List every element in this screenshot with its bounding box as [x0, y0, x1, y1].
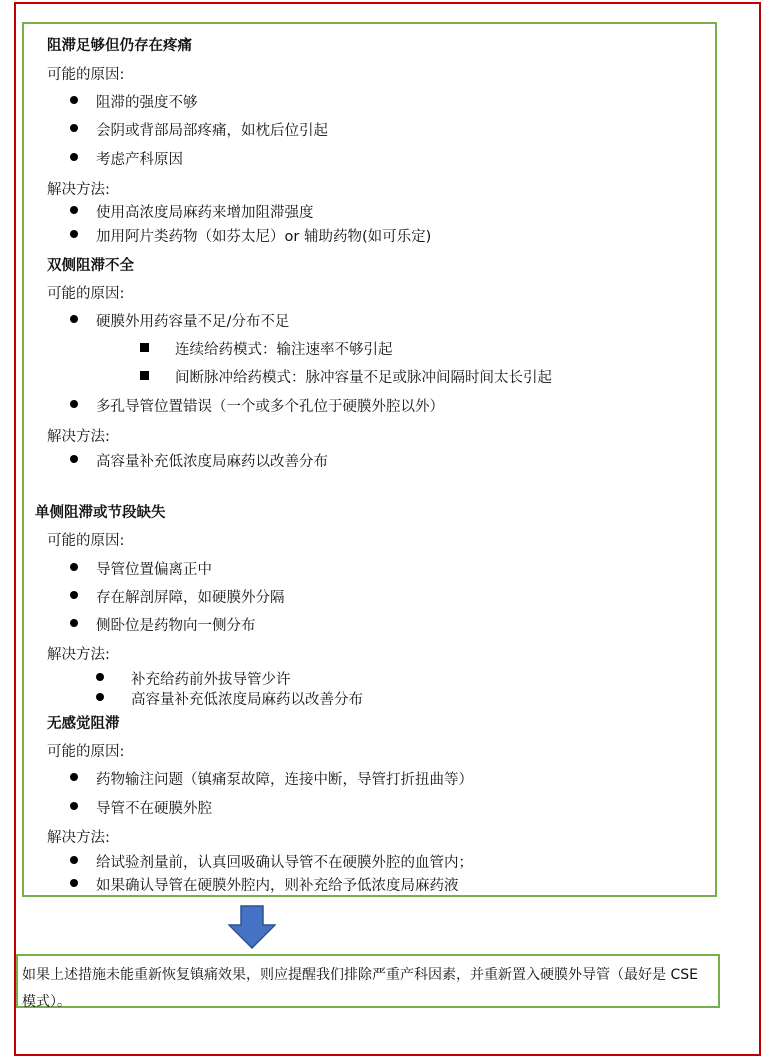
bullet-icon — [70, 591, 78, 599]
bullet-icon — [70, 455, 78, 463]
bullet-icon — [70, 315, 78, 323]
bullet-icon — [96, 673, 104, 681]
bullet-icon — [70, 96, 78, 104]
conclusion-box — [16, 954, 720, 1008]
cause-item: 多孔导管位置错误（一个或多个孔位于硬膜外腔以外） — [96, 399, 444, 415]
bullet-icon — [70, 206, 78, 214]
square-bullet-icon — [140, 371, 149, 380]
solution-item: 给试验剂量前，认真回吸确认导管不在硬膜外腔的血管内； — [96, 855, 473, 871]
sub-cause-item: 连续给药模式：输注速率不够引起 — [175, 342, 393, 358]
solution-item: 补充给药前外拔导管少许 — [131, 672, 291, 688]
bullet-icon — [96, 693, 104, 701]
cause-item: 存在解剖屏障，如硬膜外分隔 — [96, 590, 285, 606]
solutions-label: 解决方法: — [47, 429, 110, 445]
solution-item: 加用阿片类药物（如芬太尼）or 辅助药物(如可乐定) — [96, 229, 432, 245]
square-bullet-icon — [140, 343, 149, 352]
bullet-icon — [70, 153, 78, 161]
cause-item: 导管不在硬膜外腔 — [96, 801, 212, 817]
section-title: 阻滞足够但仍存在疼痛 — [47, 38, 192, 54]
conclusion-text: 如果上述措施未能重新恢复镇痛效果，则应提醒我们排除严重产科因素，并重新置入硬膜外导管（最好是 CSE 模式）。 — [22, 967, 698, 1010]
sub-cause-item: 间断脉冲给药模式：脉冲容量不足或脉冲间隔时间太长引起 — [175, 370, 552, 386]
bullet-icon — [70, 619, 78, 627]
cause-item: 会阴或背部局部疼痛，如枕后位引起 — [96, 123, 328, 139]
section-title: 无感觉阻滞 — [47, 716, 120, 732]
bullet-icon — [70, 879, 78, 887]
solution-item: 高容量补充低浓度局麻药以改善分布 — [131, 692, 363, 708]
causes-label: 可能的原因: — [47, 533, 125, 549]
bullet-icon — [70, 400, 78, 408]
bullet-icon — [70, 773, 78, 781]
cause-item: 考虑产科原因 — [96, 152, 183, 168]
solution-item: 高容量补充低浓度局麻药以改善分布 — [96, 454, 328, 470]
cause-item: 阻滞的强度不够 — [96, 95, 198, 111]
solution-item: 使用高浓度局麻药来增加阻滞强度 — [96, 205, 314, 221]
section-title: 单侧阻滞或节段缺失 — [35, 505, 166, 521]
bullet-icon — [70, 802, 78, 810]
cause-item: 导管位置偏离正中 — [96, 562, 212, 578]
solutions-label: 解决方法: — [47, 647, 110, 663]
bullet-icon — [70, 124, 78, 132]
cause-item: 侧卧位是药物向一侧分布 — [96, 618, 256, 634]
cause-item: 硬膜外用药容量不足/分布不足 — [96, 314, 290, 330]
down-arrow-icon — [228, 905, 276, 949]
bullet-icon — [70, 856, 78, 864]
bullet-icon — [70, 563, 78, 571]
cause-item: 药物输注问题（镇痛泵故障，连接中断，导管打折扭曲等） — [96, 772, 473, 788]
causes-label: 可能的原因: — [47, 67, 125, 83]
causes-label: 可能的原因: — [47, 286, 125, 302]
bullet-icon — [70, 230, 78, 238]
solution-item: 如果确认导管在硬膜外腔内，则补充给予低浓度局麻药液 — [96, 878, 459, 894]
solutions-label: 解决方法: — [47, 182, 110, 198]
causes-label: 可能的原因: — [47, 744, 125, 760]
solutions-label: 解决方法: — [47, 830, 110, 846]
section-title: 双侧阻滞不全 — [47, 258, 134, 274]
